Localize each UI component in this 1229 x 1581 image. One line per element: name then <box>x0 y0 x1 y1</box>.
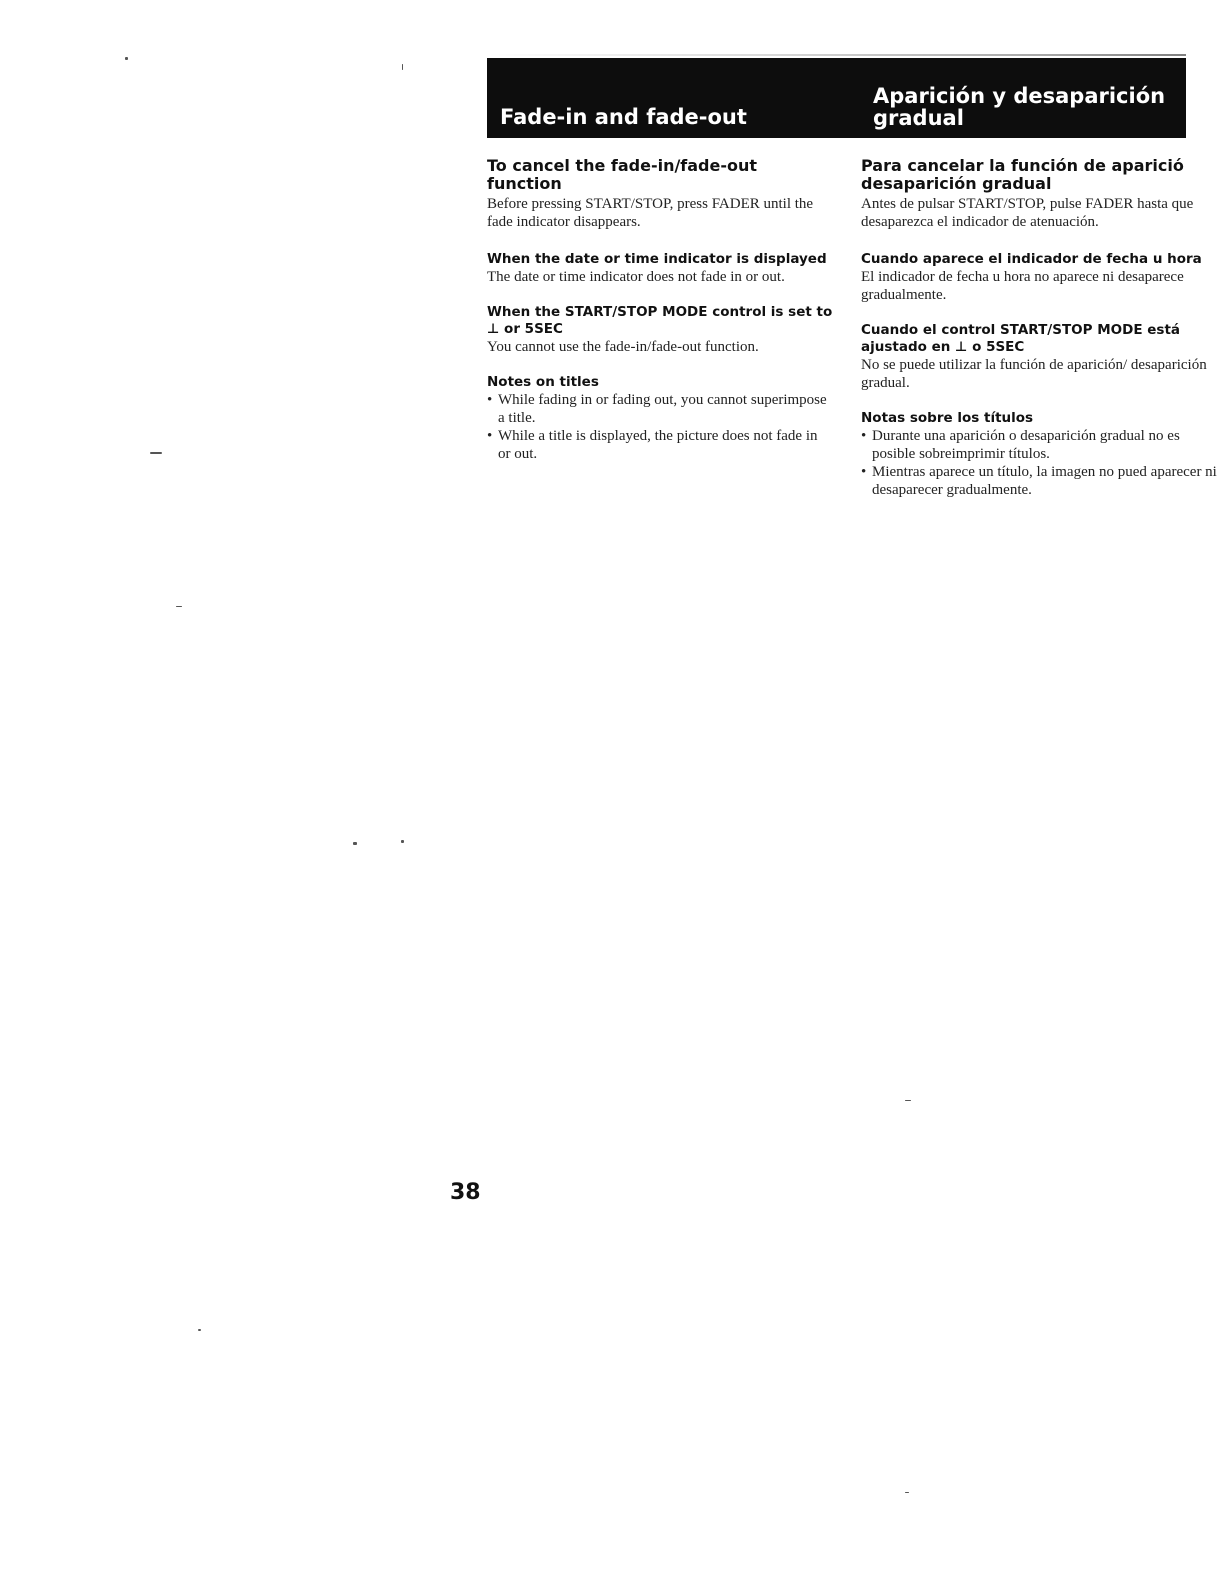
date-title-spanish: Cuando aparece el indicador de fecha u hora <box>861 251 1202 267</box>
cancel-title-spanish: Para cancelar la función de apariciό desaparición gradual <box>861 156 1184 193</box>
mode-section-english <box>487 304 833 356</box>
date-text-spanish: El indicador de fecha u hora no aparece ni desaparece gradualmente. <box>861 269 1184 303</box>
scan-speck <box>401 840 404 843</box>
scan-speck <box>125 57 128 60</box>
english-column <box>487 157 833 481</box>
mode-section-spanish <box>861 322 1221 392</box>
scan-artifact-line <box>487 54 1186 56</box>
notes-title-english: Notes on titles <box>487 374 599 390</box>
date-section-english <box>487 251 833 286</box>
notes-section-english <box>487 374 833 463</box>
notes-list-english <box>487 391 833 463</box>
header-title-english: Fade-in and fade-out <box>500 105 747 129</box>
scan-speck <box>150 452 162 454</box>
scan-speck <box>176 606 182 607</box>
spanish-column <box>861 157 1221 517</box>
header-title-spanish: Aparición y desaparición gradual <box>873 84 1166 130</box>
scan-speck <box>402 64 403 70</box>
list-item: • Mientras aparece un título, la imagen no pued aparecer ni desaparecer gradualmente. <box>861 463 1221 499</box>
date-title-english: When the date or time indicator is displayed <box>487 251 827 267</box>
mode-text-english: You cannot use the fade-in/fade-out function. <box>487 339 759 355</box>
cancel-title-english: To cancel the fade-in/fade-out function <box>487 156 758 193</box>
cancel-section-english <box>487 157 833 231</box>
scan-speck <box>198 1329 201 1331</box>
scan-speck <box>905 1100 911 1101</box>
date-text-english: The date or time indicator does not fade in or out. <box>487 269 785 285</box>
list-item: • Durante una aparición o desaparición gradual no es posible sobreimprimir títulos. <box>861 427 1221 463</box>
list-item: • While a title is displayed, the picture does not fade in or out. <box>487 427 833 463</box>
notes-section-spanish <box>861 410 1221 499</box>
cancel-section-spanish <box>861 157 1221 231</box>
date-section-spanish <box>861 251 1221 304</box>
list-item: • While fading in or fading out, you cannot superimpose a title. <box>487 391 833 427</box>
mode-text-spanish: No se puede utilizar la función de aparición/ desaparición gradual. <box>861 357 1207 391</box>
page-number: 38 <box>450 1180 481 1205</box>
scan-speck <box>353 842 357 845</box>
mode-title-spanish: Cuando el control START/STOP MODE está ajustado en ⊥ o 5SEC <box>861 322 1181 355</box>
section-header-bar <box>487 58 1186 138</box>
notes-list-spanish <box>861 427 1221 499</box>
cancel-text-spanish: Antes de pulsar START/STOP, pulse FADER hasta que desaparezca el indicador de atenuación. <box>861 196 1194 230</box>
cancel-text-english: Before pressing START/STOP, press FADER until the fade indicator disappears. <box>487 196 814 230</box>
mode-title-english: When the START/STOP MODE control is set to ⊥ or 5SEC <box>487 304 833 337</box>
notes-title-spanish: Notas sobre los títulos <box>861 410 1034 426</box>
scan-speck <box>905 1492 909 1493</box>
